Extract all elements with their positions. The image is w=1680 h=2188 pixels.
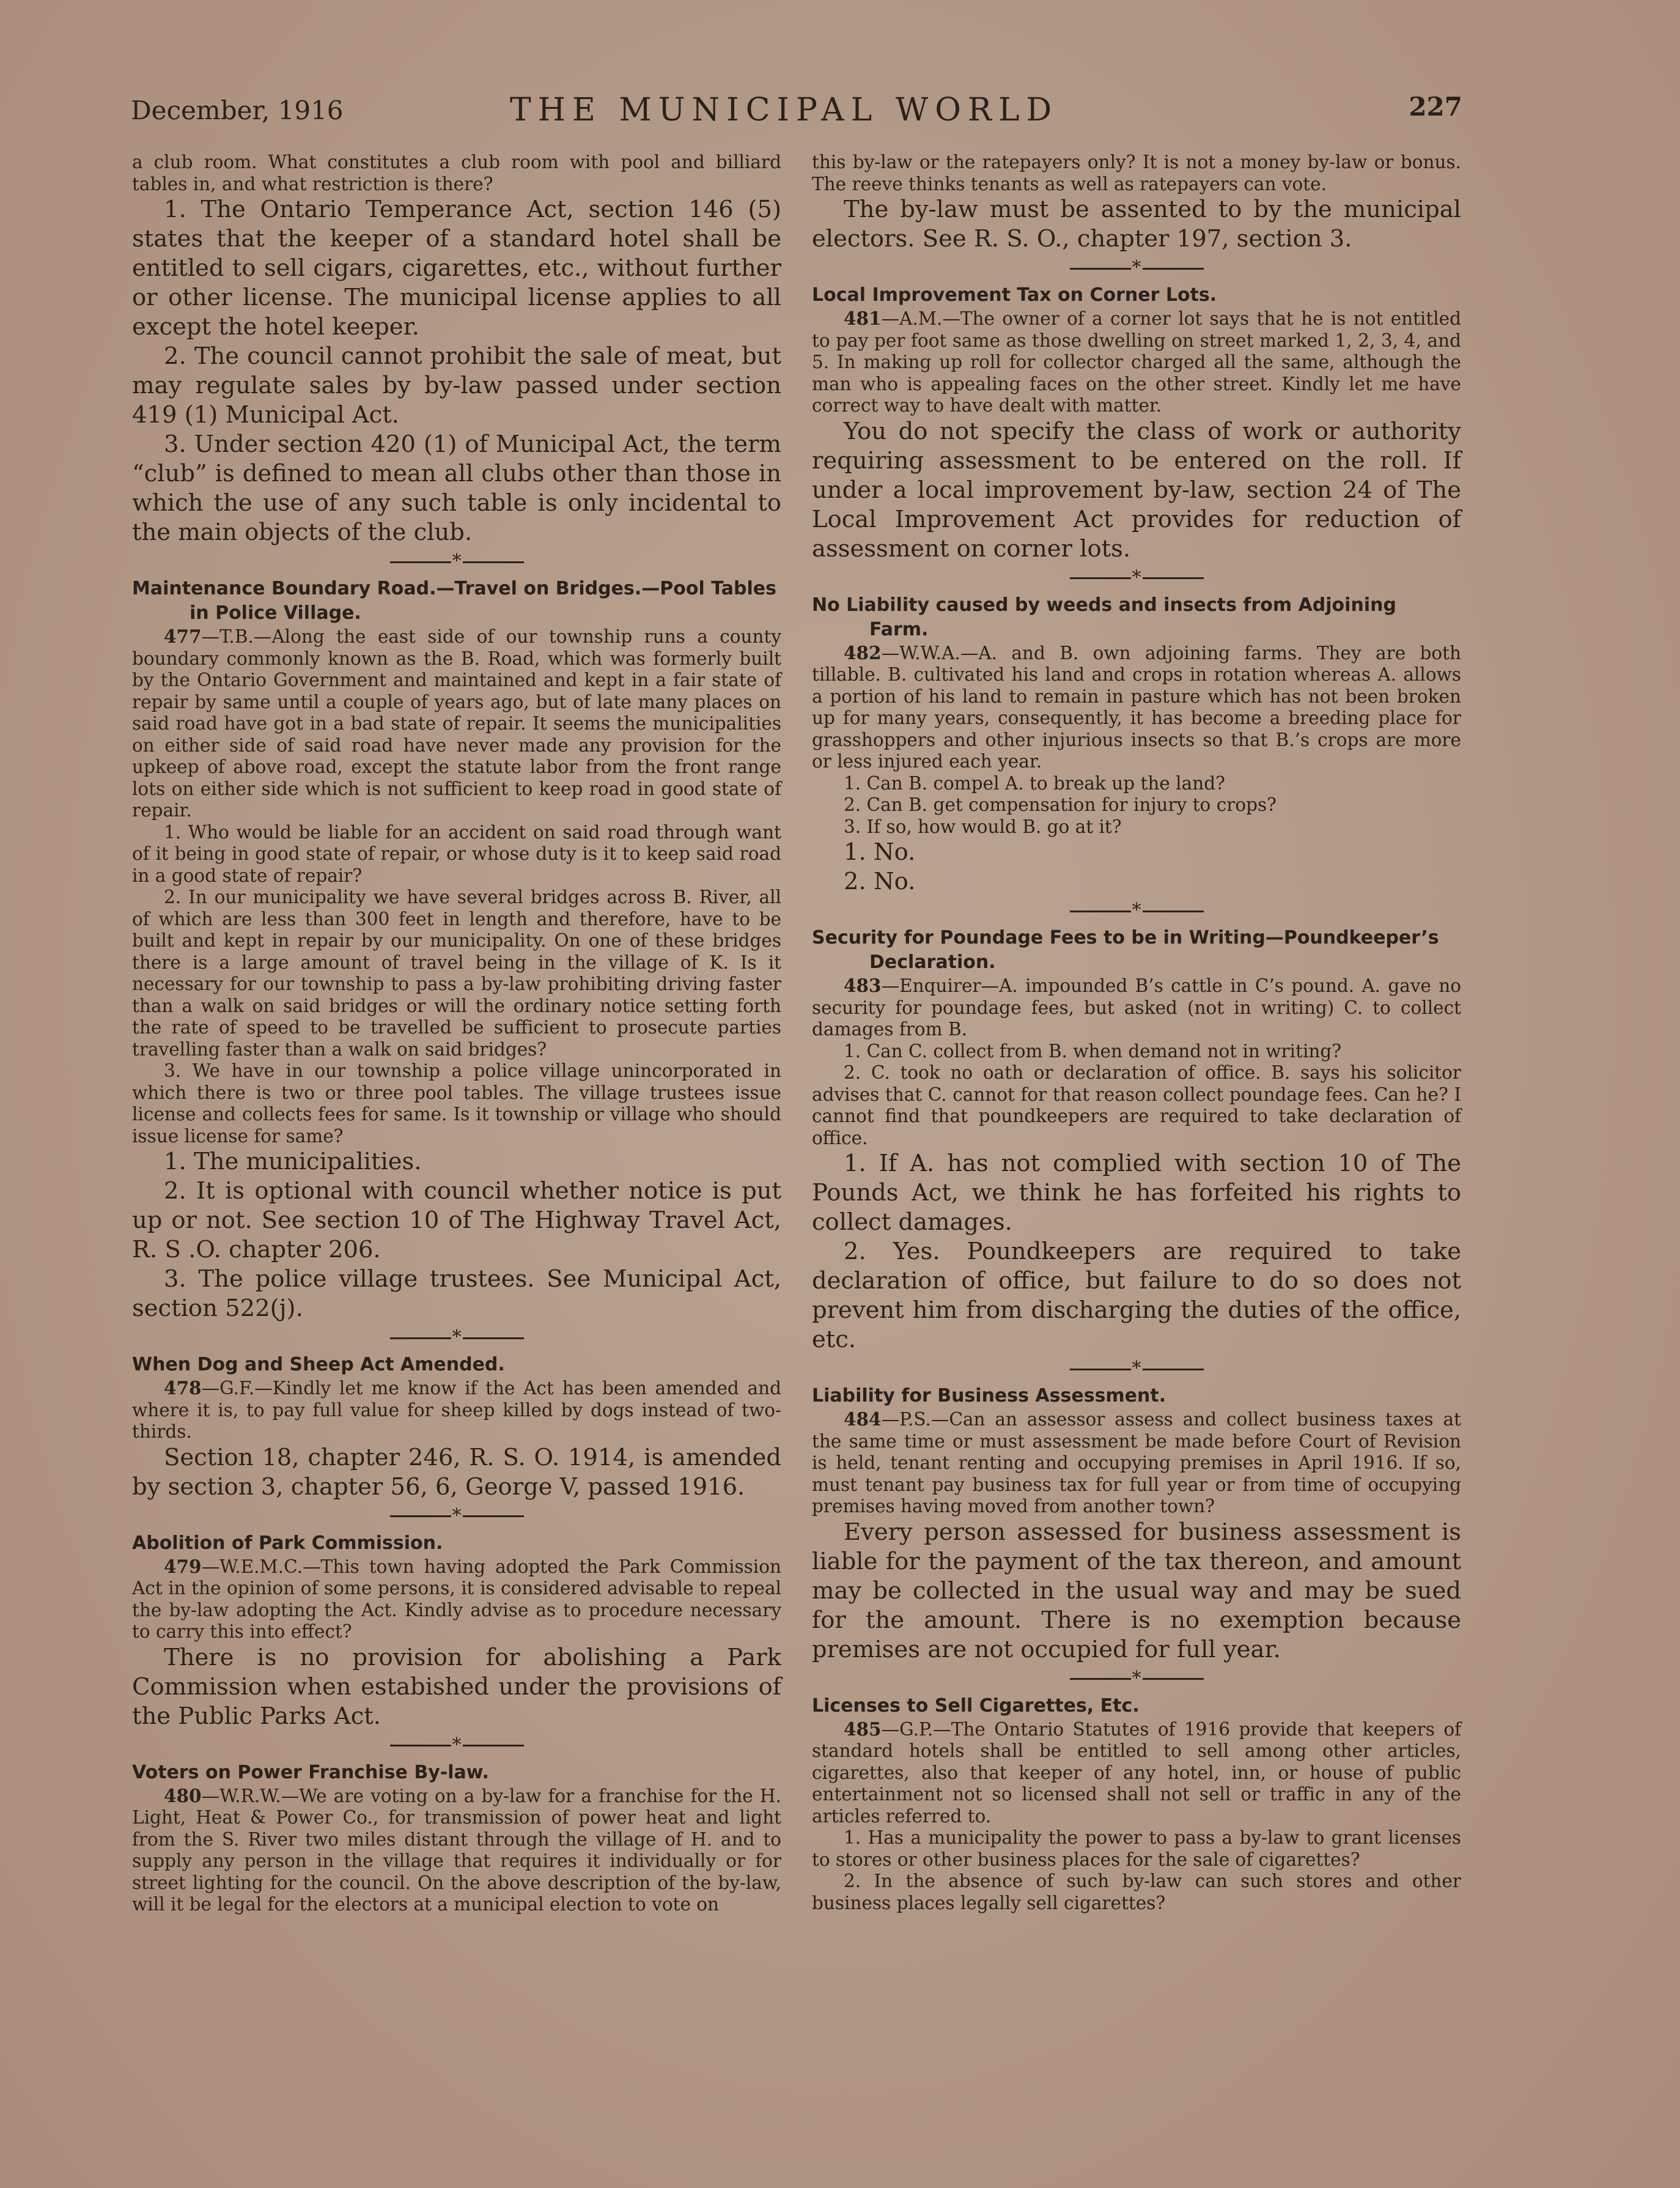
question-part: 2. C. took no oath or declaration of office. B. says his solicitor advises that C. cannot for that reason collect poundage fees. Can he? I cannot find that poundkeepers are required to take declaration of office. bbox=[812, 1062, 1461, 1148]
section-heading: Local Improvement Tax on Corner Lots. bbox=[812, 284, 1217, 306]
section-separator: * bbox=[132, 1736, 781, 1754]
question-part: 2. In our municipality we have several bridges across B. River, all of which are less than 300 feet in length and therefore, have to be built and kept in repair by our municipality. On one of these bridges there is a large amount of travel being in the village of K. Is it necessary for our township to pass a by-law prohibiting driving faster than a walk on said bridges or will the ordinary notice setting forth the rate of speed to be travelled be sufficient to prosecute parties travelling faster than a walk on said bridges? bbox=[132, 887, 781, 1060]
section-heading: Security for Poundage Fees to be in Writing—Poundkeeper’s Declaration. bbox=[812, 927, 1439, 973]
question-number: 485 bbox=[844, 1718, 882, 1740]
question-body: 482—W.W.A.—A. and B. own adjoining farms. They are both tillable. B. cultivated his land and crops in rotation whereas A. allows a portion of his land to remain in pasture which has not been broken up for many years, consequently, it has become a breeding place for grasshoppers and other injurious insects so that B.’s crops are more or less injured each year. bbox=[812, 641, 1461, 772]
answer-paragraph: 1. No. bbox=[844, 838, 916, 866]
section-heading: Voters on Power Franchise By-law. bbox=[132, 1761, 489, 1783]
section-separator: * bbox=[812, 901, 1461, 920]
section-separator: * bbox=[132, 1507, 781, 1525]
answer-paragraph: 1. The municipalities. bbox=[164, 1148, 422, 1175]
section-separator: * bbox=[132, 1328, 781, 1347]
answer-paragraph: 2. No. bbox=[844, 868, 916, 895]
question-number: 481 bbox=[844, 308, 882, 329]
answer-paragraph: 3. Under section 420 (1) of Municipal Act, the term “club” is defined to mean all clubs other than those in which the use of any such table is only incidental to the main objects of the club. bbox=[132, 431, 781, 546]
answer-paragraph: 2. Yes. Poundkeepers are required to take declaration of office, but failure to do so does not prevent him from discharging the duties of the office, etc. bbox=[812, 1238, 1461, 1353]
question-part: 1. Can C. collect from B. when demand not in writing? bbox=[844, 1040, 1342, 1062]
question-body: 478—G.F.—Kindly let me know if the Act has been amended and where it is, to pay full value for sheep killed by dogs instead of two-thirds. bbox=[132, 1377, 781, 1442]
question-body: 477—T.B.—Along the east side of our township runs a county boundary commonly known as the B. Road, which was formerly built by the Ontario Government and maintained and kept in a fair state of repair by same until a couple of years ago, but of late many places on said road have got in a bad state of repair. It seems the municipalities on either side of said road have never made any provision for the upkeep of above road, except the statute labor from the front range lots on either side which is not sufficient to keep road in good state of repair. bbox=[132, 626, 781, 821]
question-part: 1. Who would be liable for an accident on said road through want of it being in good state of repair, or whose duty is it to keep said road in a good state of repair? bbox=[132, 821, 781, 886]
answer-paragraph: There is no provision for abolishing a Park Commission when estabished under the provisions of the Public Parks Act. bbox=[132, 1643, 781, 1730]
question-part: 2. In the absence of such by-law can such stores and other business places legally sell cigarettes? bbox=[812, 1871, 1461, 1913]
question-continuation: this by-law or the ratepayers only? It is not a money by-law or bonus. The reeve thinks tenants as well as ratepayers can vote. bbox=[812, 152, 1461, 194]
question-number: 482 bbox=[844, 641, 882, 663]
section-heading: Abolition of Park Commission. bbox=[132, 1532, 443, 1554]
question-number: 479 bbox=[164, 1555, 202, 1577]
page-number: 227 bbox=[1409, 92, 1462, 122]
question-number: 484 bbox=[844, 1408, 882, 1430]
right-column bbox=[812, 152, 1461, 1914]
section-separator: * bbox=[812, 569, 1461, 587]
question-body: 479—W.E.M.C.—This town having adopted the Park Commission Act in the opinion of some persons, it is considered advisable to repeal the by-law adopting the Act. Kindly advise as to procedure necessary to carry this into effect? bbox=[132, 1555, 781, 1642]
question-number: 480 bbox=[164, 1784, 202, 1806]
question-number: 478 bbox=[164, 1377, 202, 1399]
left-column bbox=[132, 152, 781, 1916]
page-header bbox=[131, 92, 1462, 135]
question-number: 477 bbox=[164, 626, 202, 647]
question-number: 483 bbox=[844, 975, 882, 996]
question-body: 483—Enquirer—A. impounded B’s cattle in C’s pound. A. gave no security for poundage fees, but asked (not in writing) C. to collect damages from B. bbox=[812, 975, 1461, 1040]
section-separator: * bbox=[132, 552, 781, 571]
section-separator: * bbox=[812, 259, 1461, 277]
question-body: 484—P.S.—Can an assessor assess and collect business taxes at the same time or must assessment be made before Court of Revision is held, tenant renting and occupying premises in April 1916. If so, must tenant pay business tax for full year or from time of occupying premises having moved from another town? bbox=[812, 1408, 1461, 1517]
answer-paragraph: You do not specify the class of work or authority requiring assessment to be entered on the roll. If under a local improvement by-law, section 24 of The Local Improvement Act provides for reduction of assessment on corner lots. bbox=[812, 417, 1461, 563]
answer-paragraph: 2. It is optional with council whether notice is put up or not. See section 10 of The Highway Travel Act, R. S .O. chapter 206. bbox=[132, 1177, 781, 1263]
question-part: 1. Can B. compel A. to break up the land? bbox=[844, 772, 1225, 794]
section-heading: No Liability caused by weeds and insects from Adjoining Farm. bbox=[812, 594, 1396, 640]
section-separator: * bbox=[812, 1669, 1461, 1688]
answer-paragraph: 1. The Ontario Temperance Act, section 146 (5) states that the keeper of a standard hotel shall be entitled to sell cigars, cigarettes, etc., without further or other license. The municipal license applies to all except the hotel keeper. bbox=[132, 196, 781, 341]
question-part: 2. Can B. get compensation for injury to crops? bbox=[844, 794, 1277, 815]
answer-paragraph: The by-law must be assented to by the municipal electors. See R. S. O., chapter 197, section 3. bbox=[812, 196, 1461, 253]
answer-paragraph: 3. The police village trustees. See Municipal Act, section 522(j). bbox=[132, 1265, 781, 1322]
question-part: 1. Has a municipality the power to pass a by-law to grant licenses to stores or other business places for the sale of cigarettes? bbox=[812, 1827, 1461, 1870]
section-heading: Licenses to Sell Cigarettes, Etc. bbox=[812, 1695, 1140, 1717]
question-part: 3. We have in our township a police village unincorporated in which there is two or three pool tables. The village trustees issue license and collects fees for same. Is it township or village who should issue license for same? bbox=[132, 1060, 781, 1147]
question-body: 480—W.R.W.—We are voting on a by-law for a franchise for the H. Light, Heat & Power Co., for transmission of power heat and light from the S. River two miles distant through the village of H. and to supply any person in the village that requires it individually or for street lighting for the council. On the above description of the by-law, will it be legal for the electors at a municipal election to vote on bbox=[132, 1784, 781, 1915]
question-body: 481—A.M.—The owner of a corner lot says that he is not entitled to pay per foot same as those dwelling on street marked 1, 2, 3, 4, and 5. In making up roll for collector charged all the same, although the man who is appealing faces on the other street. Kindly let me have correct way to have dealt with matter. bbox=[812, 308, 1461, 416]
question-body: 485—G.P.—The Ontario Statutes of 1916 provide that keepers of standard hotels shall be entitled to sell among other articles, cigarettes, also that keeper of any hotel, inn, or house of public entertainment not so licensed shall not sell or traffic in any of the articles referred to. bbox=[812, 1718, 1461, 1827]
section-heading: Liability for Business Assessment. bbox=[812, 1385, 1166, 1406]
question-part: 3. If so, how would B. go at it? bbox=[844, 816, 1122, 837]
section-heading: When Dog and Sheep Act Amended. bbox=[132, 1354, 505, 1375]
section-separator: * bbox=[812, 1359, 1461, 1378]
answer-paragraph: 1. If A. has not complied with section 10 of The Pounds Act, we think he has forfeited his rights to collect damages. bbox=[812, 1150, 1461, 1236]
masthead-title: THE MUNICIPAL WORLD bbox=[510, 92, 1059, 128]
answer-paragraph: Section 18, chapter 246, R. S. O. 1914, is amended by section 3, chapter 56, 6, George V, passed 1916. bbox=[132, 1443, 781, 1501]
answer-paragraph: 2. The council cannot prohibit the sale of meat, but may regulate sales by by-law passed under section 419 (1) Municipal Act. bbox=[132, 342, 781, 429]
question-continuation: a club room. What constitutes a club room with pool and billiard tables in, and what restriction is there? bbox=[132, 152, 781, 194]
issue-date: December, 1916 bbox=[131, 95, 344, 125]
answer-paragraph: Every person assessed for business assessment is liable for the payment of the tax thereon, and amount may be collected in the usual way and may be sued for the amount. There is no exemption because premises are not occupied for full year. bbox=[812, 1518, 1461, 1663]
section-heading: Maintenance Boundary Road.—Travel on Bridges.—Pool Tables in Police Village. bbox=[132, 578, 776, 624]
